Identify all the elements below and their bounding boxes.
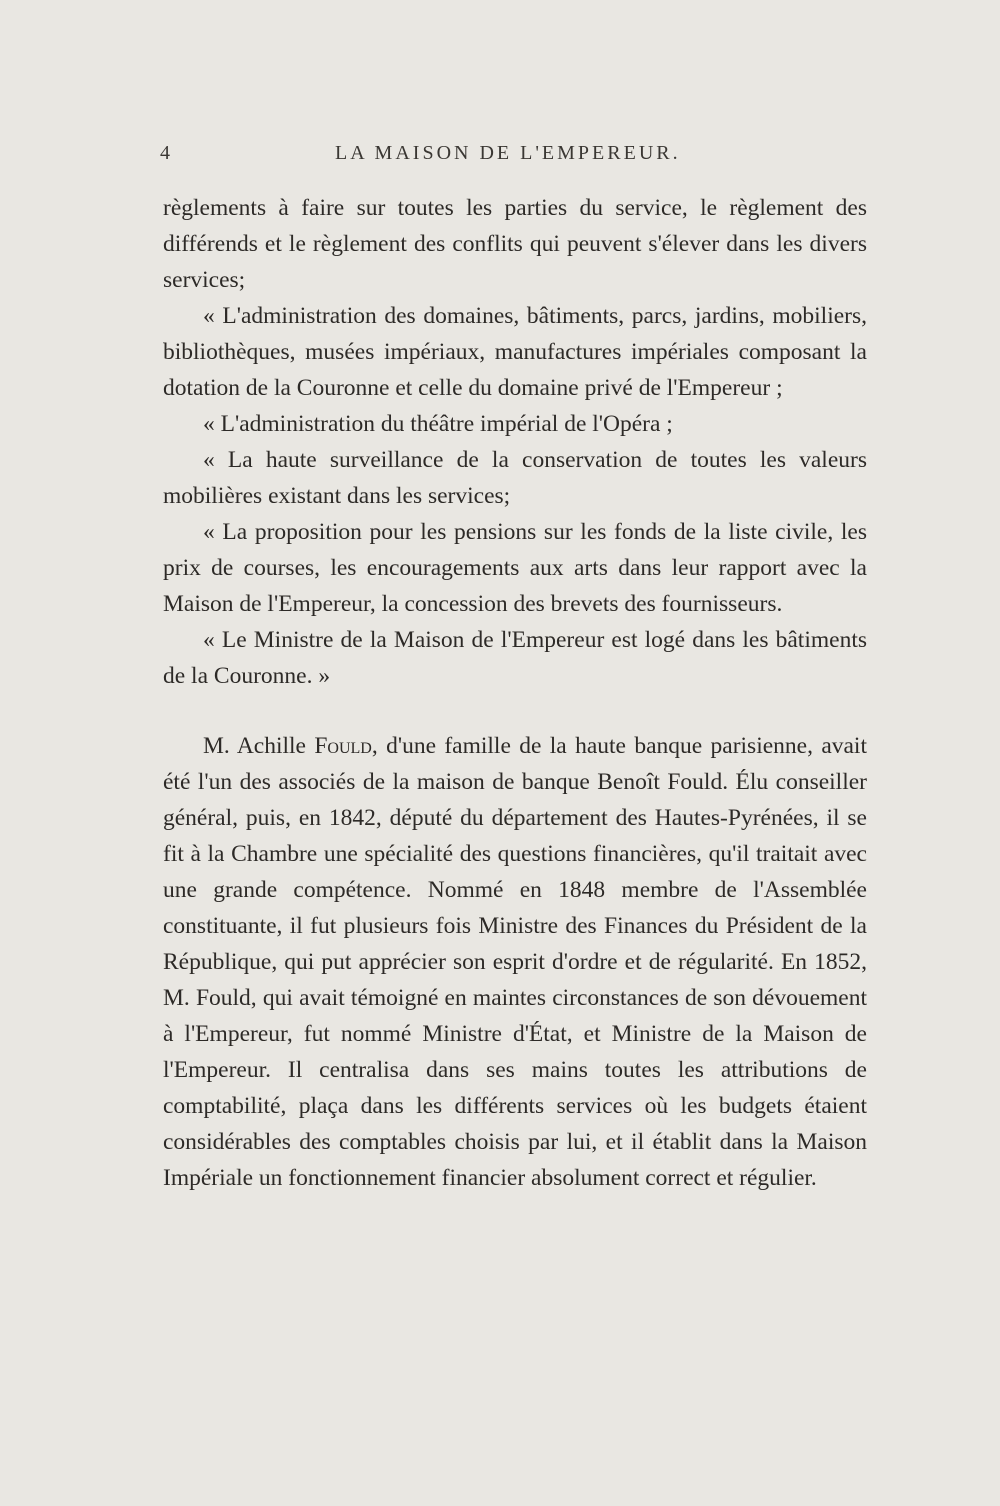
running-title: LA MAISON DE L'EMPEREUR. bbox=[335, 142, 681, 164]
paragraph-ministre-loge: « Le Ministre de la Maison de l'Empereur est logé dans les bâtiments de la Couronne. » bbox=[163, 627, 867, 689]
paragraph-continuation: règlements à faire sur toutes les parties du service, le règlement des différends et le règlement des conflits qui peuvent s'élever dans les divers services; bbox=[163, 195, 867, 293]
running-header bbox=[160, 142, 865, 172]
fould-text: , d'une famille de la haute banque parisienne, avait été l'un des associés de la maison de banque Benoît Fould. Élu conseiller général, puis, en 1842, député du département des Hautes-Pyrénées, il se fit à la Chambre une spécialité des questions financières, qu'il traitait avec une grande compétence. Nommé en 1848 membre de l'Assemblée constituante, il fut plusieurs fois Ministre des Finances du Président de la République, qui put apprécier son esprit d'ordre et de régularité. En 1852, M. Fould, qui avait témoigné en maintes circonstances de son dévouement à l'Empereur, fut nommé Ministre d'État, et Ministre de la Maison de l'Empereur. Il centralisa dans ses mains toutes les attributions de comptabilité, plaça dans les différents services où les budgets étaient considérables des comptables choisis par lui, et il établit dans la Maison Impériale un fonctionnement financier absolument correct et régulier. bbox=[163, 733, 867, 1191]
fould-name: Fould bbox=[314, 733, 372, 759]
paragraph-achille-fould bbox=[163, 728, 867, 1196]
paragraph-administration-domaines: « L'administration des domaines, bâtiments, parcs, jardins, mobiliers, bibliothèques, musées impériaux, manufactures impériales composant la dotation de la Couronne et celle du domaine privé de l'Empereur ; bbox=[163, 303, 867, 401]
paragraph-administration-opera: « L'administration du théâtre impérial de l'Opéra ; bbox=[203, 411, 673, 437]
fould-lead: M. Achille bbox=[203, 733, 315, 759]
paragraph-haute-surveillance: « La haute surveillance de la conservation de toutes les valeurs mobilières existant dans les services; bbox=[163, 447, 867, 509]
page-number: 4 bbox=[160, 142, 173, 164]
paragraph-proposition-pensions: « La proposition pour les pensions sur les fonds de la liste civile, les prix de courses, les encouragements aux arts dans leur rapport avec la Maison de l'Empereur, la concession des brevets des fournisseurs. bbox=[163, 519, 867, 617]
body-text bbox=[163, 190, 867, 1196]
